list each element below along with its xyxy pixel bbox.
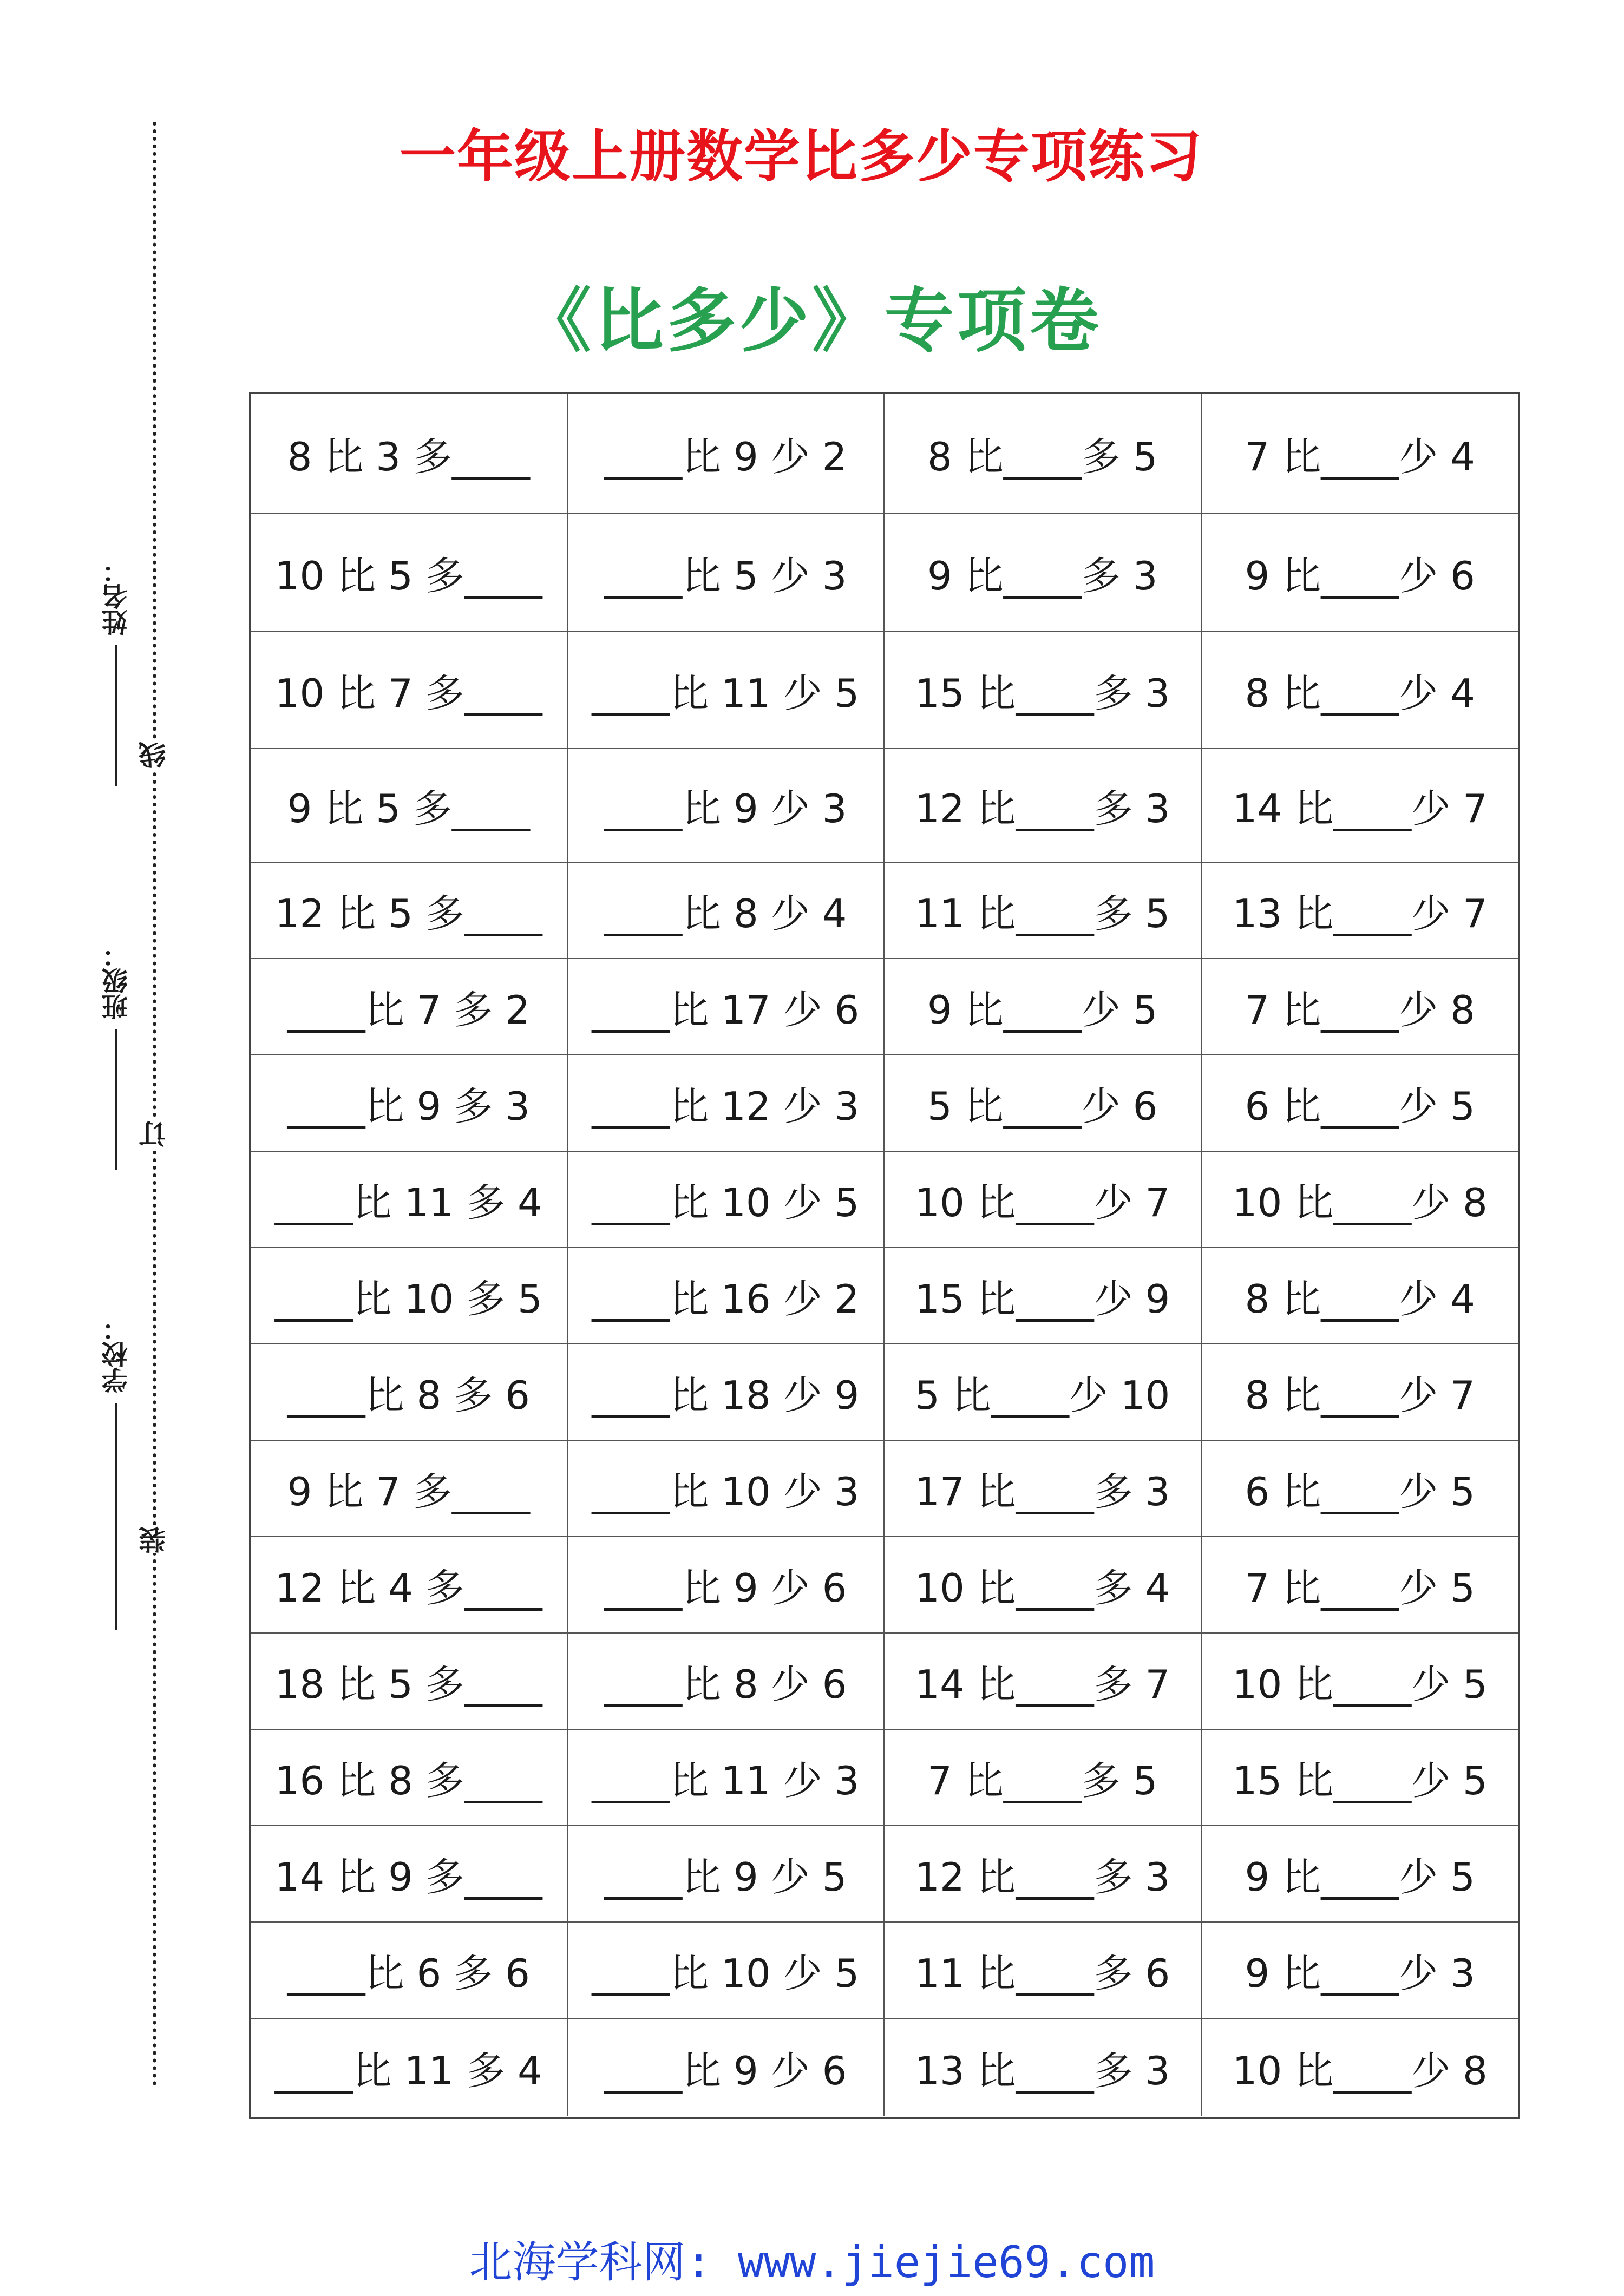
exercise-cell: 13 比____少 7 bbox=[1202, 863, 1519, 959]
exercise-cell: ____比 10 少 3 bbox=[568, 1441, 885, 1537]
exercise-cell: 15 比____多 3 bbox=[885, 632, 1202, 749]
exercise-cell: 9 比____少 6 bbox=[1202, 514, 1519, 632]
class-field bbox=[92, 942, 141, 1170]
exercise-cell: 9 比 7 多____ bbox=[251, 1441, 568, 1537]
exercise-cell: ____比 11 少 3 bbox=[568, 1730, 885, 1826]
exercise-cell: 7 比____少 4 bbox=[1202, 394, 1519, 514]
school-blank-line bbox=[115, 1403, 117, 1630]
exercise-cell: 13 比____多 3 bbox=[885, 2019, 1202, 2116]
exercise-cell: ____比 8 少 6 bbox=[568, 1634, 885, 1730]
exercise-cell: 6 比____少 5 bbox=[1202, 1055, 1519, 1152]
exercise-cell: ____比 11 少 5 bbox=[568, 632, 885, 749]
exercise-cell: 12 比 5 多____ bbox=[251, 863, 568, 959]
exercise-cell: 7 比____多 5 bbox=[885, 1730, 1202, 1826]
exercise-cell: 8 比____少 7 bbox=[1202, 1344, 1519, 1441]
exercise-cell: 5 比____少 6 bbox=[885, 1055, 1202, 1152]
exercise-cell: ____比 9 少 5 bbox=[568, 1826, 885, 1923]
name-field bbox=[92, 557, 141, 786]
exercise-cell: ____比 5 少 3 bbox=[568, 514, 885, 632]
exercise-cell: ____比 9 少 6 bbox=[568, 1537, 885, 1634]
exercise-cell: 7 比____少 8 bbox=[1202, 959, 1519, 1055]
exercise-cell: 8 比____少 4 bbox=[1202, 1248, 1519, 1344]
binding-mark-line: 线 bbox=[135, 742, 173, 769]
exercise-cell: 8 比____少 4 bbox=[1202, 632, 1519, 749]
exercise-cell: 12 比 4 多____ bbox=[251, 1537, 568, 1634]
exercise-cell: 9 比____少 5 bbox=[885, 959, 1202, 1055]
class-blank-line bbox=[115, 1029, 117, 1170]
exercise-cell: 10 比 5 多____ bbox=[251, 514, 568, 632]
exercise-cell: 8 比 3 多____ bbox=[251, 394, 568, 514]
exercise-cell: 15 比____少 9 bbox=[885, 1248, 1202, 1344]
worksheet-subtitle: 《比多少》专项卷 bbox=[521, 281, 1102, 362]
exercise-cell: ____比 8 多 6 bbox=[251, 1344, 568, 1441]
exercise-cell: 18 比 5 多____ bbox=[251, 1634, 568, 1730]
exercise-cell: 10 比____少 7 bbox=[885, 1152, 1202, 1248]
school-field bbox=[92, 1315, 141, 1630]
exercise-cell: ____比 12 少 3 bbox=[568, 1055, 885, 1152]
binding-mark-zhuang: 装 bbox=[135, 1526, 173, 1553]
exercise-cell: 10 比____少 8 bbox=[1202, 1152, 1519, 1248]
exercise-cell: ____比 11 多 4 bbox=[251, 2019, 568, 2116]
page-title: 一年级上册数学比多少专项练习 bbox=[399, 123, 1203, 189]
exercise-cell: 10 比____少 8 bbox=[1232, 2048, 1488, 2094]
exercise-cell: ____比 7 多 2 bbox=[251, 959, 568, 1055]
exercise-cell: ____比 9 少 6 bbox=[568, 2019, 885, 2116]
exercise-cell: 14 比____少 7 bbox=[1202, 749, 1519, 863]
exercise-cell: ____比 16 少 2 bbox=[568, 1248, 885, 1344]
binding-mark-ding: 订 bbox=[135, 1120, 173, 1147]
exercise-cell: 12 比____多 3 bbox=[885, 749, 1202, 863]
exercise-cell: 9 比 5 多____ bbox=[251, 749, 568, 863]
exercise-table bbox=[249, 392, 1520, 2119]
exercise-cell: ____比 9 多 3 bbox=[251, 1055, 568, 1152]
exercise-cell: 7 比____少 5 bbox=[1202, 1537, 1519, 1634]
exercise-cell: 9 比____少 5 bbox=[1202, 1826, 1519, 1923]
exercise-cell: 5 比____少 10 bbox=[885, 1344, 1202, 1441]
footer-watermark: 北海学科网: www.jiejie69.com bbox=[469, 2237, 1155, 2287]
exercise-cell: 9 比____少 3 bbox=[1202, 1923, 1519, 2019]
exercise-cell: ____比 17 少 6 bbox=[568, 959, 885, 1055]
exercise-cell: 14 比____多 7 bbox=[885, 1634, 1202, 1730]
exercise-cell: 10 比____多 4 bbox=[885, 1537, 1202, 1634]
exercise-cell: 14 比 9 多____ bbox=[251, 1826, 568, 1923]
exercise-cell: ____比 10 少 5 bbox=[568, 1152, 885, 1248]
exercise-cell: 17 比____多 3 bbox=[885, 1441, 1202, 1537]
exercise-cell: 12 比____多 3 bbox=[885, 1826, 1202, 1923]
name-label: 姓名： bbox=[101, 557, 132, 635]
exercise-cell: 6 比____少 5 bbox=[1202, 1441, 1519, 1537]
exercise-cell: ____比 9 少 3 bbox=[568, 749, 885, 863]
exercise-cell: 10 比 7 多____ bbox=[251, 632, 568, 749]
exercise-cell: 16 比 8 多____ bbox=[251, 1730, 568, 1826]
class-label: 班级： bbox=[101, 942, 132, 1020]
exercise-cell: ____比 9 少 2 bbox=[568, 394, 885, 514]
exercise-cell: 15 比____少 5 bbox=[1202, 1730, 1519, 1826]
exercise-cell: ____比 18 少 9 bbox=[568, 1344, 885, 1441]
exercise-cell: ____比 10 多 5 bbox=[251, 1248, 568, 1344]
exercise-cell: 8 比____多 5 bbox=[885, 394, 1202, 514]
exercise-cell: ____比 8 少 4 bbox=[568, 863, 885, 959]
exercise-cell: ____比 11 多 4 bbox=[251, 1152, 568, 1248]
exercise-cell: ____比 6 多 6 bbox=[251, 1923, 568, 2019]
binding-dotted-line bbox=[153, 122, 156, 2087]
exercise-cell: 11 比____多 6 bbox=[885, 1923, 1202, 2019]
exercise-cell: 10 比____少 5 bbox=[1202, 1634, 1519, 1730]
exercise-cell: 11 比____多 5 bbox=[885, 863, 1202, 959]
school-label: 学校： bbox=[101, 1315, 132, 1393]
exercise-cell: 9 比____多 3 bbox=[885, 514, 1202, 632]
name-blank-line bbox=[115, 645, 117, 786]
exercise-cell: ____比 10 少 5 bbox=[568, 1923, 885, 2019]
